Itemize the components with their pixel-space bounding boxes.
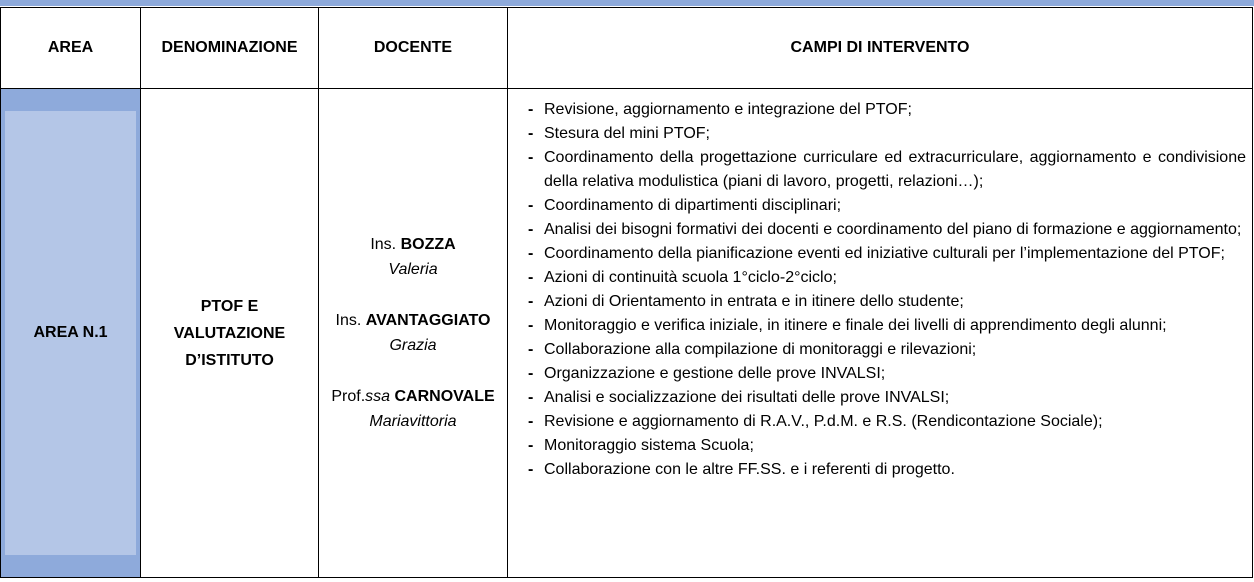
list-item-text: Revisione e aggiornamento di R.A.V., P.d.M. e R.S. (Rendicontazione Sociale);	[544, 413, 1103, 430]
list-item	[528, 338, 1246, 362]
dash-bullet-icon: -	[528, 221, 534, 238]
table-row	[1, 89, 1253, 578]
list-item	[528, 362, 1246, 386]
docente-cell	[319, 89, 508, 578]
campi-list	[528, 98, 1246, 482]
denominazione-line: VALUTAZIONE	[173, 324, 286, 342]
list-item-text: Organizzazione e gestione delle prove INVALSI;	[544, 365, 886, 382]
denominazione-cell	[141, 89, 319, 578]
dash-bullet-icon: -	[528, 269, 534, 286]
teacher-title-suffix: ssa	[365, 388, 391, 405]
list-item-text: Coordinamento della pianificazione eventi ed iniziative culturali per l’implementazione del PTOF;	[544, 245, 1225, 262]
list-item	[528, 290, 1246, 314]
dash-bullet-icon: -	[528, 317, 534, 334]
list-item-text: Coordinamento della progettazione curriculare ed extracurriculare, aggiornamento e condivisione della relativa modulistica (piani di lavoro, progetti, relazioni…);	[544, 149, 1246, 190]
teacher-surname: BOZZA	[400, 236, 456, 253]
dash-bullet-icon: -	[528, 149, 534, 166]
list-item-text: Monitoraggio sistema Scuola;	[544, 437, 754, 454]
header-denominazione: DENOMINAZIONE	[141, 8, 319, 89]
list-item	[528, 194, 1246, 218]
dash-bullet-icon: -	[528, 341, 534, 358]
dash-bullet-icon: -	[528, 197, 534, 214]
dash-bullet-icon: -	[528, 101, 534, 118]
list-item-text: Analisi e socializzazione dei risultati delle prove INVALSI;	[544, 389, 950, 406]
teacher-name: Valeria	[388, 261, 438, 278]
list-item-text: Analisi dei bisogni formativi dei docenti e coordinamento del piano di formazione e aggiornamento;	[544, 221, 1242, 238]
teacher-title: Ins.	[335, 312, 362, 329]
list-item-text: Coordinamento di dipartimenti disciplinari;	[544, 197, 842, 214]
list-item	[528, 458, 1246, 482]
campi-cell	[508, 89, 1253, 578]
dash-bullet-icon: -	[528, 125, 534, 142]
header-docente: DOCENTE	[319, 8, 508, 89]
top-color-band	[0, 0, 1254, 6]
dash-bullet-icon: -	[528, 293, 534, 310]
table-header-row	[1, 8, 1253, 89]
functions-table	[0, 7, 1253, 578]
dash-bullet-icon: -	[528, 389, 534, 406]
teacher-entry	[319, 232, 507, 282]
list-item	[528, 122, 1246, 146]
dash-bullet-icon: -	[528, 245, 534, 262]
dash-bullet-icon: -	[528, 365, 534, 382]
list-item-text: Collaborazione con le altre FF.SS. e i referenti di progetto.	[544, 461, 955, 478]
header-campi: CAMPI DI INTERVENTO	[508, 8, 1253, 89]
dash-bullet-icon: -	[528, 461, 534, 478]
list-item	[528, 242, 1246, 266]
denominazione-line: D’ISTITUTO	[185, 351, 274, 369]
dash-bullet-icon: -	[528, 413, 534, 430]
teacher-surname: CARNOVALE	[394, 388, 495, 405]
denominazione-line: PTOF E	[200, 297, 259, 315]
list-item-text: Stesura del mini PTOF;	[544, 125, 710, 142]
list-item	[528, 218, 1246, 242]
list-item	[528, 410, 1246, 434]
list-item	[528, 266, 1246, 290]
teacher-title: Ins.	[370, 236, 397, 253]
header-area: AREA	[1, 8, 141, 89]
list-item	[528, 434, 1246, 458]
teacher-entry	[319, 384, 507, 434]
list-item-text: Azioni di Orientamento in entrata e in itinere dello studente;	[544, 293, 964, 310]
list-item	[528, 98, 1246, 122]
teacher-title: Prof.	[331, 388, 366, 405]
list-item	[528, 146, 1246, 194]
list-item-text: Collaborazione alla compilazione di monitoraggi e rilevazioni;	[544, 341, 977, 358]
teacher-name: Grazia	[389, 337, 437, 354]
teacher-entry	[319, 308, 507, 358]
list-item	[528, 386, 1246, 410]
list-item-text: Revisione, aggiornamento e integrazione del PTOF;	[544, 101, 912, 118]
list-item	[528, 314, 1246, 338]
dash-bullet-icon: -	[528, 437, 534, 454]
area-label: AREA N.1	[5, 111, 136, 555]
area-cell	[1, 89, 141, 578]
teacher-surname: AVANTAGGIATO	[365, 312, 491, 329]
list-item-text: Azioni di continuità scuola 1°ciclo-2°ciclo;	[544, 269, 837, 286]
teacher-name: Mariavittoria	[369, 413, 457, 430]
list-item-text: Monitoraggio e verifica iniziale, in itinere e finale dei livelli di apprendimento degli alunni;	[544, 317, 1167, 334]
